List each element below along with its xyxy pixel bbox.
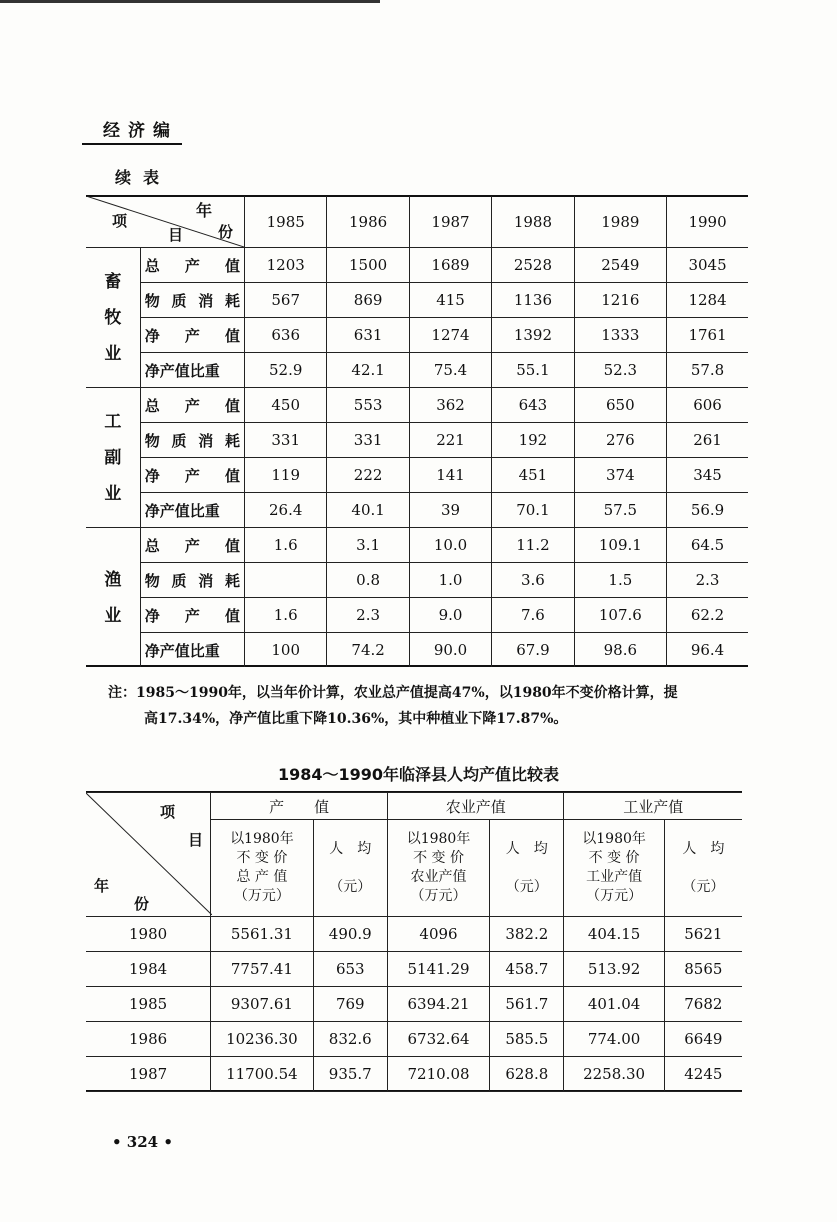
value-cell: 42.1 — [327, 353, 409, 388]
table-note — [108, 680, 768, 732]
group-label — [86, 528, 140, 668]
item-char: 值 — [224, 536, 240, 555]
item-char: 产 — [184, 326, 200, 345]
year-header: 1987 — [409, 196, 491, 248]
value-cell: 643 — [492, 388, 574, 423]
item-label — [140, 318, 244, 353]
item-char: 物 — [144, 571, 160, 590]
value-cell: 74.2 — [327, 633, 409, 668]
item-label — [140, 388, 244, 423]
continued-label: 续表 — [115, 168, 172, 187]
table-row — [86, 598, 748, 633]
value-cell: 606 — [667, 388, 748, 423]
value-cell: 67.9 — [492, 633, 574, 668]
value-cell: 769 — [313, 987, 387, 1022]
item-char: 值 — [224, 256, 240, 275]
year-cell: 1987 — [86, 1057, 211, 1092]
item-label-text: 净产值比重 — [144, 641, 220, 660]
value-cell: 141 — [409, 458, 491, 493]
year-header: 1985 — [245, 196, 327, 248]
sub-header: 人 均 （元） — [313, 820, 387, 917]
item-label-text — [145, 290, 240, 311]
item-label-text — [145, 570, 240, 591]
value-cell: 119 — [245, 458, 327, 493]
value-cell: 75.4 — [409, 353, 491, 388]
group-label — [86, 388, 140, 528]
sub-header: 以1980年 不 变 价 农业产值 （万元） — [387, 820, 489, 917]
value-cell: 1333 — [574, 318, 666, 353]
item-char: 总 — [144, 256, 160, 275]
value-cell: 650 — [574, 388, 666, 423]
item-char: 总 — [144, 396, 160, 415]
value-cell: 40.1 — [327, 493, 409, 528]
value-cell: 401.04 — [564, 987, 664, 1022]
item-label — [140, 633, 244, 668]
value-cell: 935.7 — [313, 1057, 387, 1092]
item-char: 质 — [171, 571, 187, 590]
item-label-text — [145, 325, 240, 346]
item-char: 物 — [144, 431, 160, 450]
table-row — [86, 987, 742, 1022]
item-char: 值 — [224, 606, 240, 625]
value-cell: 6732.64 — [387, 1022, 489, 1057]
item-char: 产 — [184, 256, 200, 275]
value-cell: 90.0 — [409, 633, 491, 668]
value-cell: 374 — [574, 458, 666, 493]
value-cell: 96.4 — [667, 633, 748, 668]
value-cell: 57.8 — [667, 353, 748, 388]
value-cell: 2528 — [492, 248, 574, 283]
item-label — [140, 353, 244, 388]
table-row — [86, 353, 748, 388]
item-label-text: 净产值比重 — [144, 501, 220, 520]
value-cell: 7.6 — [492, 598, 574, 633]
table2-title: 1984～1990年临泽县人均产值比较表 — [277, 765, 560, 784]
corner-item-label: 项 — [112, 212, 128, 230]
value-cell: 70.1 — [492, 493, 574, 528]
value-cell: 653 — [313, 952, 387, 987]
value-cell: 10.0 — [409, 528, 491, 563]
value-cell: 1689 — [409, 248, 491, 283]
value-cell: 261 — [667, 423, 748, 458]
item-label-text — [145, 255, 240, 276]
value-cell: 6394.21 — [387, 987, 489, 1022]
item-label — [140, 458, 244, 493]
item-label-text — [145, 535, 240, 556]
table-row — [86, 493, 748, 528]
year-header: 1988 — [492, 196, 574, 248]
table-row — [86, 952, 742, 987]
item-char: 值 — [224, 326, 240, 345]
note-line-2: 高17.34%，净产值比重下降10.36%，其中种植业下降17.87%。 — [144, 711, 568, 727]
group-label-text: 畜牧业 — [104, 271, 122, 364]
value-cell: 11.2 — [492, 528, 574, 563]
table-row — [86, 318, 748, 353]
item-label — [140, 283, 244, 318]
page-number: • 324 • — [112, 1133, 173, 1151]
value-cell: 331 — [245, 423, 327, 458]
value-cell: 636 — [245, 318, 327, 353]
value-cell: 585.5 — [490, 1022, 564, 1057]
item-char: 值 — [224, 396, 240, 415]
value-cell: 450 — [245, 388, 327, 423]
item-char: 质 — [171, 431, 187, 450]
year-header: 1989 — [574, 196, 666, 248]
value-cell: 10236.30 — [211, 1022, 313, 1057]
item-label — [140, 423, 244, 458]
value-cell: 7682 — [664, 987, 742, 1022]
item-label — [140, 528, 244, 563]
value-cell: 3.6 — [492, 563, 574, 598]
group-label — [86, 248, 140, 388]
t2-corner-item: 项 — [160, 803, 176, 821]
item-label — [140, 493, 244, 528]
value-cell: 382.2 — [490, 917, 564, 952]
group-header: 农业产值 — [387, 793, 564, 820]
value-cell: 628.8 — [490, 1057, 564, 1092]
value-cell: 1216 — [574, 283, 666, 318]
value-cell: 26.4 — [245, 493, 327, 528]
value-cell: 4096 — [387, 917, 489, 952]
year-cell: 1980 — [86, 917, 211, 952]
value-cell: 6649 — [664, 1022, 742, 1057]
t2-corner-mu: 目 — [188, 831, 204, 849]
item-char: 耗 — [224, 571, 240, 590]
item-char: 总 — [144, 536, 160, 555]
group-label-text: 渔业 — [104, 569, 122, 626]
value-cell: 345 — [667, 458, 748, 493]
sub-header: 以1980年 不 变 价 总 产 值 （万元） — [211, 820, 313, 917]
value-cell: 1500 — [327, 248, 409, 283]
item-label — [140, 598, 244, 633]
item-char: 消 — [198, 431, 214, 450]
item-char: 消 — [198, 291, 214, 310]
value-cell: 1761 — [667, 318, 748, 353]
year-cell: 1985 — [86, 987, 211, 1022]
value-cell: 4245 — [664, 1057, 742, 1092]
table2-corner-cell — [86, 793, 211, 917]
sub-header: 人 均 （元） — [490, 820, 564, 917]
year-cell: 1986 — [86, 1022, 211, 1057]
table-row — [86, 248, 748, 283]
value-cell: 8565 — [664, 952, 742, 987]
table-row — [86, 563, 748, 598]
value-cell: 1136 — [492, 283, 574, 318]
item-label-text: 净产值比重 — [144, 361, 220, 380]
item-label-text — [145, 395, 240, 416]
value-cell: 832.6 — [313, 1022, 387, 1057]
value-cell: 5561.31 — [211, 917, 313, 952]
value-cell: 415 — [409, 283, 491, 318]
value-cell: 56.9 — [667, 493, 748, 528]
value-cell: 404.15 — [564, 917, 664, 952]
value-cell: 1.6 — [245, 528, 327, 563]
value-cell: 331 — [327, 423, 409, 458]
corner-year-label: 年 — [196, 201, 213, 220]
item-char: 净 — [144, 326, 160, 345]
value-cell: 1.5 — [574, 563, 666, 598]
corner-fen-label: 份 — [218, 223, 234, 241]
value-cell: 62.2 — [667, 598, 748, 633]
value-cell: 362 — [409, 388, 491, 423]
item-char: 质 — [171, 291, 187, 310]
value-cell: 7210.08 — [387, 1057, 489, 1092]
value-cell: 11700.54 — [211, 1057, 313, 1092]
item-char: 消 — [198, 571, 214, 590]
value-cell: 9.0 — [409, 598, 491, 633]
value-cell: 1.0 — [409, 563, 491, 598]
value-cell: 451 — [492, 458, 574, 493]
note-line-1: 注：1985～1990年，以当年价计算，农业总产值提高47%，以1980年不变价格计算，提 — [108, 685, 678, 701]
section-title: 经济编 — [103, 121, 178, 141]
value-cell: 1.6 — [245, 598, 327, 633]
item-label-text — [145, 605, 240, 626]
scan-top-edge — [0, 0, 380, 3]
value-cell: 567 — [245, 283, 327, 318]
item-char: 物 — [144, 291, 160, 310]
item-label-text — [145, 465, 240, 486]
value-cell: 1284 — [667, 283, 748, 318]
table-row — [86, 1057, 742, 1092]
year-header: 1986 — [327, 196, 409, 248]
value-cell: 1203 — [245, 248, 327, 283]
value-cell: 107.6 — [574, 598, 666, 633]
item-char: 产 — [184, 466, 200, 485]
value-cell: 57.5 — [574, 493, 666, 528]
t2-corner-fen: 份 — [134, 895, 150, 913]
year-cell: 1984 — [86, 952, 211, 987]
value-cell: 1274 — [409, 318, 491, 353]
item-char: 净 — [144, 466, 160, 485]
value-cell: 561.7 — [490, 987, 564, 1022]
value-cell: 553 — [327, 388, 409, 423]
value-cell: 3045 — [667, 248, 748, 283]
value-cell: 5141.29 — [387, 952, 489, 987]
value-cell: 869 — [327, 283, 409, 318]
item-label — [140, 563, 244, 598]
value-cell: 64.5 — [667, 528, 748, 563]
value-cell: 52.9 — [245, 353, 327, 388]
table-row — [86, 633, 748, 668]
value-cell: 631 — [327, 318, 409, 353]
value-cell: 513.92 — [564, 952, 664, 987]
value-cell: 0.8 — [327, 563, 409, 598]
value-cell: 221 — [409, 423, 491, 458]
table1-corner-header — [86, 196, 244, 247]
corner-mu-label: 目 — [168, 226, 184, 244]
item-char: 产 — [184, 536, 200, 555]
item-char: 产 — [184, 606, 200, 625]
value-cell: 109.1 — [574, 528, 666, 563]
year-header: 1990 — [667, 196, 748, 248]
value-cell: 39 — [409, 493, 491, 528]
value-cell: 222 — [327, 458, 409, 493]
group-header: 工业产值 — [564, 793, 742, 820]
value-cell: 100 — [245, 633, 327, 668]
value-cell: 3.1 — [327, 528, 409, 563]
value-cell: 5621 — [664, 917, 742, 952]
value-cell: 2258.30 — [564, 1057, 664, 1092]
value-cell: 98.6 — [574, 633, 666, 668]
table-row — [86, 528, 748, 563]
item-char: 净 — [144, 606, 160, 625]
value-cell: 52.3 — [574, 353, 666, 388]
item-label — [140, 248, 244, 283]
item-char: 耗 — [224, 291, 240, 310]
table-row — [86, 423, 748, 458]
item-label-text — [145, 430, 240, 451]
item-char: 产 — [184, 396, 200, 415]
per-capita-table — [86, 792, 742, 1092]
table-row — [86, 388, 748, 423]
value-cell: 490.9 — [313, 917, 387, 952]
section-title-underline — [82, 143, 182, 145]
item-char: 值 — [224, 466, 240, 485]
item-char: 耗 — [224, 431, 240, 450]
value-cell: 276 — [574, 423, 666, 458]
value-cell: 192 — [492, 423, 574, 458]
value-cell: 55.1 — [492, 353, 574, 388]
t2-corner-year: 年 — [94, 877, 110, 895]
table-row — [86, 917, 742, 952]
value-cell: 458.7 — [490, 952, 564, 987]
sub-header: 以1980年 不 变 价 工业产值 （万元） — [564, 820, 664, 917]
value-cell: 2549 — [574, 248, 666, 283]
livestock-table — [86, 196, 748, 667]
table-row — [86, 458, 748, 493]
value-cell: 9307.61 — [211, 987, 313, 1022]
sub-header: 人 均 （元） — [664, 820, 742, 917]
value-cell: 774.00 — [564, 1022, 664, 1057]
table-row — [86, 283, 748, 318]
value-cell: 7757.41 — [211, 952, 313, 987]
group-header: 产 值 — [211, 793, 388, 820]
value-cell: 1392 — [492, 318, 574, 353]
value-cell — [245, 563, 327, 598]
group-label-text: 工副业 — [104, 411, 122, 504]
value-cell: 2.3 — [667, 563, 748, 598]
table-row — [86, 1022, 742, 1057]
value-cell: 2.3 — [327, 598, 409, 633]
